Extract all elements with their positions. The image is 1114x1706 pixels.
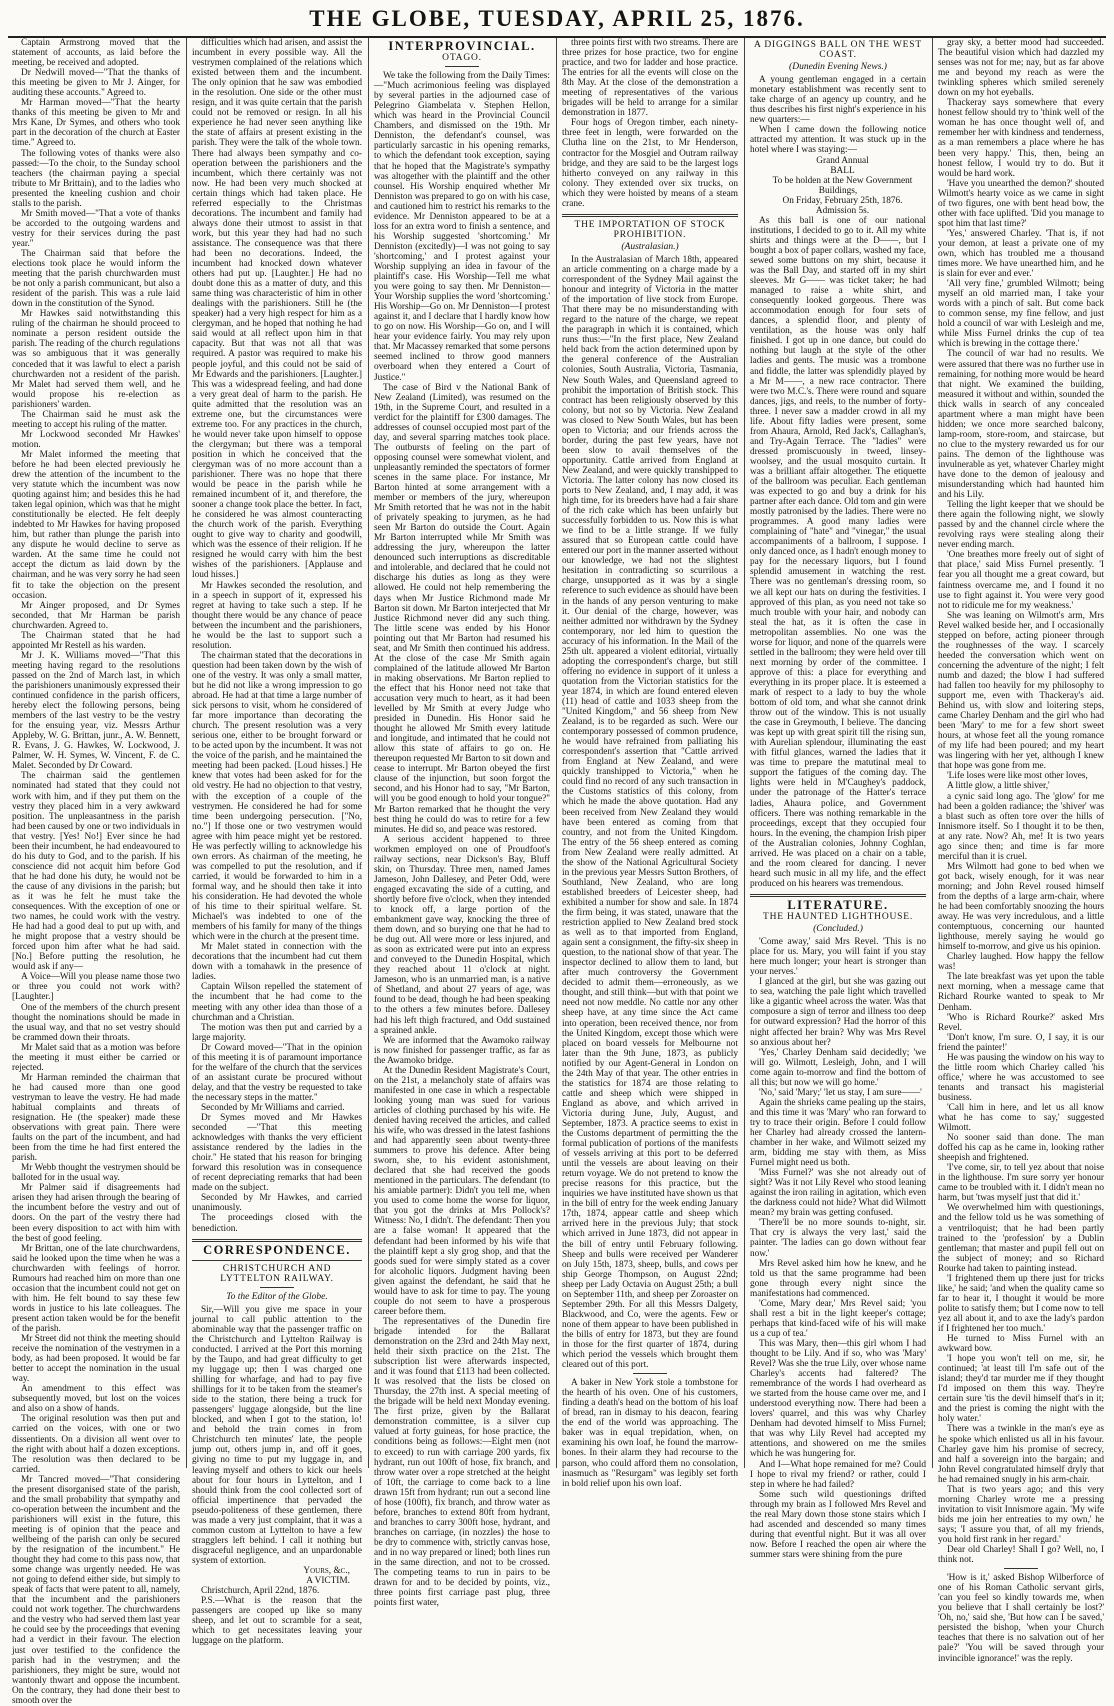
paragraph: Mr Street did not think the meeting should receive the nomination of the vestrymen in a body, as had been proposed. It would be far better to accept the nomination in the usual way.	[12, 1334, 180, 1385]
to-editor: To the Editor of the Globe.	[226, 1291, 328, 1302]
section-rule	[192, 1239, 362, 1242]
paragraph: When I came down the following notice attracted my attention. It was stuck up in the hotel where I was staying:—	[750, 125, 926, 156]
paragraph: The chairman said the gentlemen nominated had stated that they could not work with him, and if they put them on the vestry they placed him in a very awkward position. The unpleasantness in the parish had been caused by one or two individuals in that vestry. [Yes! No!] Ever since he had been their incumbent, he had endeavoured to do his duty to God, and to the parish. If his conscience did not acquit him before God that he had done his duty, he would not be the cause of any divisions in the parish; but as it was he felt he must take the consequences. With the exception of one or two names, he could work with the vestry. He had had a good deal to put up with, and he might propose that a vestry should be forced upon him after what he had said. [No.] Before putting the resolution, he would ask if any—	[12, 771, 180, 973]
paragraph: That is two years ago; and this very morning Charley wrote me a pressing invitation to visit Innismore again. 'My wife bids me join her entreaties to my own,' he says; 'I assure you that, of all my friends, you hold first rank in her regard.'	[938, 1484, 1104, 1545]
paragraph: The proceedings closed with the benediction.	[192, 1213, 362, 1234]
paragraph: Mr Lockwood seconded Mr Hawkes' motion.	[12, 429, 180, 450]
paragraph: 'I've come, sir, to tell yez about that noise in the lighthouse. I'm sure sorry yer honour came to be troubled with it. I didn't mean no harm, but 'twas myself just that did it.'	[938, 1163, 1104, 1204]
paragraph: The following votes of thanks were also passed:—To the choir, to the Sunday school teachers (the chairman paying a special tribute to Mr Brittain), and to the ladies who presented the kneeling cushion and choir stalls to the parish.	[12, 148, 180, 209]
diggings-source: (Dunedin Evening News.)	[789, 62, 887, 73]
story-body	[750, 937, 926, 1560]
paragraph: 'No,' said 'Mary;' 'let us stay, I am sure——'	[759, 1087, 922, 1098]
importation-body	[562, 255, 738, 1370]
paragraph: Telling the light keeper that we should be there again the following night, we slowly passed by and the channel circle where the revolving rays were stealing along their never ending march.	[938, 500, 1104, 551]
paragraph: Mr Smith moved—"That a vote of thanks be accorded to the outgoing wardens and vestry for their services during the past year."	[12, 208, 180, 249]
paragraph: The Chairman said he must ask the meeting to accept his ruling of the matter.	[12, 409, 180, 430]
paragraph: And I—What hope remained for me? Could I hope to rival my friend? or rather, could I step in where he had failed?	[750, 1459, 926, 1490]
paragraph: The Chairman stated that he had appointed Mr Restell as his warden.	[12, 630, 180, 651]
masthead: THE GLOBE, TUESDAY, APRIL 25, 1876.	[309, 6, 805, 31]
paragraph: 'Miss Furnel?' was she not already out of sight? Was it not Lily Revel who stood leaning against the iron railing in agitation, which even the darkness could not hide? What did Wilmott mean? my brain was getting confused.	[750, 1168, 926, 1219]
paragraph: The Chairman said that before the elections took place he would inform the meeting that the parish churchwarden must be not only a parish communicant, but also a resident of the parish. This was a rule laid down in the constitution of the Synod.	[12, 248, 180, 310]
paragraph: A young gentleman engaged in a certain monetary establishment was recently sent to take charge of an agency up country, and he thus describes his first night's experience in his new quarters:—	[750, 75, 926, 126]
paragraph: 'One breathes more freely out of sight of that place,' said Miss Furnel presently. 'I fear you all thought me a great coward, but faintness overcame me, and I found it no use to fight against it. You were very good not to ridicule me for my weakness.'	[938, 550, 1104, 611]
paragraphs	[750, 216, 926, 889]
paragraph: Some such wild questionings drifted through my brain as I followed Mrs Revel and the real Mary down those stone stairs which I had ascended and descended so many times during that eventful night. But it was all over now. Before I reached the open air where the summer stars were shining from the pure	[750, 1489, 926, 1560]
paragraph: This was Mary, then—this girl whom I had thought to be Lily. And if so, who was 'Mary' Revel? Was she the true Lily, over whose name Charley's accents had faltered? The remembrance of the words I had overheard as we started from the house came over me, and I understood everything now. There had been a lovers' quarrel, and this was why Charley Denham had devoted himself to Miss Furnel; that was why Lily Revel had accepted my attentions, and showered on me the smiles which he was hungering for.	[750, 1338, 926, 1460]
interprovincial-heading: INTERPROVINCIAL.	[388, 39, 536, 53]
interprovincial-body	[374, 71, 550, 1608]
paragraph: 'There'll be no more sounds to-night, sir. That cry is always the very last,' said the painter. 'The ladies can go down without fear now.'	[750, 1218, 926, 1259]
paragraph: He turned to Miss Furnel with an awkward bow.	[938, 1334, 1104, 1355]
letter-body	[192, 1305, 362, 1566]
paragraph: 'Call him in here, and let us all know what he has come to say,' suggested Wilmott.	[938, 1102, 1104, 1134]
paragraph: On Friday, February 25th, 1876.	[782, 195, 903, 206]
paragraph: Mr Malet said that as a motion was before the meeting it must either be carried or rejected.	[12, 1042, 180, 1073]
paragraph: 'I hope you won't tell on me, sir, he continued; 'at least till I'm safe out of the island; they'd tar murder me if they thought I'd imposed on them this way. They're certain sure 'tis the devil himself that's in it; and the priest is coming the night with the holy water.'	[938, 1354, 1104, 1425]
column-separator	[186, 38, 187, 1468]
paragraph: Mr Hawkes seconded the resolution, and in a speech in support of it, expressed his regret at having to take such a step. If he thought there would be any chance of peace between the incumbent and the parishioners, he would be the last to support such a resolution.	[192, 580, 362, 651]
column-4	[562, 38, 738, 1489]
correspondence-heading: CORRESPONDENCE.	[203, 1242, 351, 1257]
paragraph: Mr Harman reminded the chairman that he had caused more than one good vestryman to leave the vestry. He had made habitual complaints and threats of resignation. He (the speaker) made these observations with great pain. There were faults on the part of the incumbent, and had been from the time he had first entered the parish.	[12, 1072, 180, 1164]
interprovincial-continuation: three points first with two streams. There are three prizes for hose practice, two for engine practice, and two for ladder and hose practice. The entries for all the events will close on the 8th May. At the close of the demonstration a meeting of representatives of the various brigades will be held to arrange for a similar demonstration in 1877.	[562, 38, 738, 119]
paragraph: We are informed that the Awamoko railway is now finished for passenger traffic, as far as the Awamoko bridge.	[374, 1035, 550, 1066]
paragraph: A baker in New York stole a tombstone for the hearth of his oven. One of his customers, finding a death's head on the bottom of his loaf of bread, ran in dismay to his deacon, fearing the end of the world was approaching. The baker was in equal trepidation, when, on examining his own loaf, he found the marrow-bones. In their alarm they had recourse to the parson, who could afford them no consolation, inasmuch as "Resurgam" was legibly set forth in bold relief upon his own loaf.	[562, 1378, 738, 1489]
letter-postscript: P.S.—What is the reason that the passengers are cooped up like so many sheep, and let out to scramble for a seat, which to get necessitates leaving your luggage on the platform.	[192, 1596, 362, 1647]
paragraph: 'Life loses were like most other loves,	[947, 771, 1088, 782]
paragraph: Dear old Charley! Shall I go? Well, no, I think not.	[938, 1545, 1104, 1566]
column-6	[938, 38, 1104, 1664]
paragraph: 'Who is Richard Rourke?' asked Mrs Revel.	[938, 1012, 1104, 1033]
ball-notice	[750, 156, 926, 216]
paragraph: difficulties which had arisen, and assist the incumbent in every possible way. All the vestrymen complained of the relations which existed between them and the incumbent. The only opinion that he saw was embodied in the resolution. One side or the other must resign, and it was quite certain that the parish could not be removed or resign. In all his experience he had never seen anything like the state of affairs at present existing in the parish. They were the talk of the whole town. There had always been sympathy and co-operation between the parishioners and the incumbent, which there certainly was not now. He had been very much shocked at certain things which had taken place. He referred especially to the Christmas decorations. The incumbent and family had always done their utmost to assist in that work, but this year they had had no such assistance. The consequence was that there had been no decorations. Indeed, the incumbent had knocked down whatever others had put up. [Laughter.] He had no doubt done this as a matter of duty, and this same thing was characteristic of him in other dealings with the parishioners. Still he (the speaker) had a very high respect for him as a clergyman, and he hoped that nothing he had said would at all reflect upon him in that capacity. But that was not all that was required. A pastor was required to make his people joyful, and this could not be said of Mr Edwards and the parishioners. [Laughter.] This was a widespread feeling, and had done a very great deal of harm to the parish. He quite admitted that the resolution was an extreme one, but the circumstances were extreme too. For any practices in the church, he would never take upon himself to oppose the clergyman; but there was a temporal position in which he conceived that the clergyman was of no more account than a parishioner. There was no hope that there would be peace in the parish while he remained incumbent of it, and therefore, the sooner a change took place the better. In fact, he considered he was almost counteracting the church work of the parish. Everything ought to give way to charity and goodwill, which was the essence of their religion. If he resigned he would carry with him the best wishes of the parishioners. [Applause and loud hisses.]	[192, 38, 362, 581]
section-rule	[750, 894, 926, 897]
column-5	[750, 38, 926, 1560]
letter-signoff: Yours, &c.,	[303, 1565, 350, 1576]
column-2	[192, 38, 362, 1647]
paragraph: 'Yes,' Charley Denham said decidedly; 'we will go. Wilmott, Lesleigh, John, and I will come again to-morrow and find the bottom of all this; but now we will go home.'	[750, 1047, 926, 1088]
paragraph: A serious accident happened to three workmen employed on one of Proudfoot's railway sections, near Dickson's Bay, Bluff skin, on Thursday. Three men, named James Jameson, John Dallesey, and Peter Odd, were engaged excavating the side of a cutting, and shortly before five o'clock, when they intended to knock off, a large portion of the embankment gave way, knocking the three of them down, and so burying one that he had to be dug out. All were more or less injured, and as soon as extricated were put into an express and conveyed to the Dunedin Hospital, which they reached about 11 o'clock at night. Jameson, who is an unmarried man, is a native of Shetland, and about 27 years of age, was found to be dead, though he had been speaking to the others a few minutes before. Dallesey had his left thigh fractured, and Odd sustained a sprained ankle.	[374, 834, 550, 1036]
importation-heading: THE IMPORTATION OF STOCK PROHIBITION.	[574, 219, 726, 240]
diggings-heading: A DIGGINGS BALL ON THE WEST COAST.	[754, 40, 922, 61]
divider-dash	[633, 1373, 667, 1374]
paragraph: Mr Webb thought the vestrymen should be balloted for in the usual way.	[12, 1163, 180, 1184]
paragraph: The chairman stated that the decorations in question had been taken down by the wish of one of the vestry. It was only a small matter, but he did not like a wrong impression to go abroad. He had at that time a large number of sick persons to visit, whom he considered of far more importance than decorating the church. The present resolution was a very serious one, either to be brought forward or to be acted upon by the incumbent. It was not the voice of the parish, and he maintained the meeting had been packed. [Loud hisses.] He knew that votes had been asked for for the old vestry. He had no objection to that vestry, with the exception of a couple of the vestrymen. He considered he had for some time been undergoing persecution. ["No, no."] If those one or two vestrymen would agree with him peace might yet be restored. He was perfectly willing to acknowledge his own errors. As chairman of the meeting, he was compelled to put the resolution, and if carried, it would be forwarded to him in a formal way, and he should then take it into his consideration. He had devoted the whole of his time to their spiritual welfare. St. Michael's was indebted to one of the members of his family for many of the things which were in the church at the present time.	[192, 650, 362, 943]
paragraph: Mr Hawkes said notwithstanding this ruling of the chairman he should proceed to nominate a person resident outside the parish. The reading of the church regulations was so ambiguous that it was generally conceded that it was lawful to elect a parish churchwarden not a resident of the parish. Mr Malet had served them well, and he would propose his re-election as parishioners' warden.	[12, 309, 180, 410]
column-separator	[368, 38, 369, 1468]
paragraph: Mr Ainger proposed, and Dr Symes seconded, that Mr Harman be parish churchwarden. Agreed to.	[12, 600, 180, 631]
paragraph: She was leaning on Wilmott's arm, Mrs Revel walked beside her, and I occasionally stepped on before, acting pioneer through the roughnesses of the way. I scarcely heeded the conversation which went on concerning the adventure of the night; I felt numb and dazed; the blow I had suffered had fallen too heavily for my philosophy to support me, even with Thackeray's aid. Behind us, with slow and loitering steps, came Charley Denham and the girl who had been 'Mary' to me for a few short sweet hours, at whose feet all the young romance of my life had been poured; and my heart was lingering with her yet, although I knew that hope was gone from me.	[938, 610, 1104, 772]
correspondence-subheading: CHRISTCHURCH AND LYTTELTON RAILWAY.	[220, 1263, 334, 1284]
paragraph: 'I frightened them up there just for tricks like,' he said; 'and when the quality came so far to hear it, I thought it would be more polite to satisfy them; but I come now to tell yez all about it, and to axe the lady's pardon if I frightened her too much.'	[938, 1273, 1104, 1334]
paragraphs	[562, 1378, 738, 1489]
paragraph: 'All very fine,' grumbled Wilmott; being myself an old married man, I take your words with a pinch of salt. But come back to common sense, my fine fellow, and just hold a council of war with Lesleigh and me, while Miss Furnel drinks the cup of tea which is brewing in the cottage there.'	[938, 279, 1104, 350]
column-1	[12, 38, 180, 1706]
paragraph: 'Come away,' said Mrs Revel. 'This is no place for us. Mary, you will faint if you stay here much longer; your heart is stronger than your nerves.'	[750, 937, 926, 978]
section-rule	[562, 214, 738, 217]
paragraph: BALL	[830, 165, 855, 176]
paragraph: Captain Wilson repelled the statement of the incumbent that he had come to the meeting with any other idea than those of a churchman and a Christian.	[192, 982, 362, 1023]
paragraph: 'Don't know, I'm sure. O, I say, it is our friend the painter!'	[938, 1032, 1104, 1053]
literature-heading: LITERATURE.	[787, 897, 889, 912]
paragraph: Sir,—Will you give me space in your journal to call public attention to the abominable way that the passenger traffic on the Christchurch and Lyttelton Railway is conducted. I arrived at the Port this morning by the Taupo, and had great difficulty to get my luggage up; then I was charged one shilling for wharfage, and had to pay five shillings for it to be taken from the steamer's side to the station, there being a truck for passengers' luggage alongside, but the line blocked, and when I got to the station, lo! and behold the train comes in from Christchurch ten minutes' late, the people jump out, others jump in, and off it goes, giving no time to put my luggage in, and leaving myself and others to kick our heels about for four hours in Lyttelton, and I should think from the cool collected sort of official impertinence that pervaded the pseudo-politeness of these gentlemen, there was made a very just complaint, that it was a common custom at Lyttelton to have a few stragglers left behind. I call it nothing but disgraceful negligence, and an unpardonable system of extortion.	[192, 1304, 362, 1566]
paragraph: 'Yes,' answered Charley. 'That is, if not your demon, at least a private one of my own, which has troubled me a thousand times more. We have unearthed him, and he is slain for ever and ever.'	[938, 228, 1104, 280]
letter-date: Christchurch, April 22nd, 1876.	[201, 1586, 320, 1597]
paragraph: Thackeray says somewhere that every honest fellow should try to 'think well of the woman he has once thought well of, and remember her with kindness and tenderness, as a man remembers a place where he has been very happy.' This, then, being an honest fellow, I would try to do. But it would be hard work.	[938, 98, 1104, 179]
paragraph: The case of Bird v the National Bank of New Zealand (Limited), was resumed on the 19th, in the Supreme Court, and resulted in a verdict for the plaintiff for £300 damages. The addresses of counsel occupied most part of the day, and several sparring matches took place. The outbursts of feeling on the part of opposing counsel were somewhat violent, and unpleasantly reminded the spectators of former scenes in the same place. For instance, Mr Barton hinted at some arrangement with a member or members of the jury, whereupon Mr Smith retorted that he was not in the habit of privately speaking to jurymen, as he had seen Mr Barton do outside the Court. Again Mr Barton interrupted while Mr Smith was addressing the jury, whereupon the latter denounced such interruptions as discreditable and intolerable, and declared that he could not discharge his duties as long as they were allowed. He could not help remembering the days when Mr Justice Richmond made Mr Barton sit down. Mr Barton interjected that Mr Justice Richmond never did any such thing. The little scene was ended by his Honor pointing out that Mr Barton had resumed his seat, and Mr Smith then continued his address. At the close of the case Mr Smith again complained of the latitude allowed Mr Barton in making observations. Mr Barton replied to the effect that his Honor need not take that accusation very much to heart, as it had been levelled by Mr Smith at every Judge who presided in Dunedin. His Honor said he thought he allowed Mr Smith every latitude and longitude, and intimated that he could not allow this state of affairs to go on. He thereupon requested Mr Barton to sit down and cease to interrupt. Mr Barton obeyed the first clause of the injunction, but soon forgot the second, and his Honor had to say, "Mr Barton, will you be good enough to hold your tongue?" Mr Barton remarked that he thought the very best thing he could do was to retire for a few minutes. He did so, and peace was restored.	[374, 382, 550, 835]
paragraph: One of the members of the church present thought the nominations should be made in the usual way, and that no set vestry should be crammed down their throats.	[12, 1002, 180, 1043]
paragraph: Mr J. K. Williams moved—"That this meeting having regard to the resolutions passed on the 2nd of March last, in which the parishioners unanimously expressed their continued confidence in the parish officers, hereby elect the following persons, being members of the last vestry to be the vestry for the ensuing year, viz. Messrs Arthur Appleby, W. G. Brittan, junr., A. W. Bennett, R. Evans, J. G. Hawkes, W. Lockwood, J. Palmer, W. H. Symes, W. Vincent, F. de C. Malet. Seconded by Dr Coward.	[12, 650, 180, 772]
paragraph: Dr Symes moved and Mr Hawkes seconded —"That this meeting acknowledges with thanks the very efficient assistance rendered by the ladies in the choir." He stated that his reason for bringing forward this resolution was in consequence of recent depreciating remarks that had been made on the subject.	[192, 1113, 362, 1194]
paragraph: Mrs Revel asked him how he knew, and he told us that the same programme had been gone through every night since the manifestations had commenced.	[750, 1258, 926, 1299]
anecdote: 'How is it,' asked Bishop Wilberforce of one of his Roman Catholic servant girls, 'can you feel so kindly towards me, when you believe that I shall certainly be lost?' 'Oh, no,' said she, 'But how can I be saved,' persisted the bishop, 'when your Church teaches that there is no salvation out of her pale?' 'You will be saved through your invincible ignorance!' was the reply.	[938, 1573, 1104, 1664]
paragraphs	[562, 118, 738, 208]
column-separator	[556, 38, 557, 1468]
story-continuation	[938, 38, 1104, 1565]
paragraph: A Voice—Will you please name those two or three you could not work with? [Laughter.]	[12, 972, 180, 1003]
paragraph: 'Have you unearthed the demon?' shouted Wilmott's hearty voice as we came in sight of two figures, one with bent head bow, the other with face uplifted. 'Did you manage to spot him that last time?'	[938, 178, 1104, 229]
paragraph: At the Dunedin Resident Magistrate's Court, on the 21st, a melancholy state of affairs was manifested in one case in which a respectable looking young man was sued for various articles of clothing purchased by his wife. He denied having received the articles, and called his wife, who was dressed in the latest fashions and had apparently seen about twenty-three summers to prove his defence. After being sworn, she, to his evident astonishment, declared that she had received the goods mentioned in the particulars. The defendant (to his amiable partner): Didn't you tell me, when you used to come home the worse for liquor, that you got the drinks at Mrs Pollock's? Witness: No, I didn't. The defendant: Then you are a false woman! It appeared that the defendant had been informed by his wife that the plaintiff kept a sly grog shop, and that the goods sued for were simply stated as a cover for alcoholic liquors. Judgment having been given against the defendant, he said that he would have to ask for time to pay. The young couple do not seem to have a prosperous career before them.	[374, 1065, 550, 1317]
divider-dash	[260, 1287, 294, 1288]
paragraph: There was a twinkle in the man's eye as he spoke which enlisted us all in his favour. Charley gave him his promise of secrecy, and half a sovereign into the bargain; and John Revel congratulated himself dryly that he had remained snugly in his arm-chair.	[938, 1424, 1104, 1485]
paragraph: I glanced at the girl, but she was gazing out to sea, watching the pale light which travelled like a gigantic wheel across the water. Was that composure a sign of terror and illness too deep for outward expression? Had the horror of this night affected her brain? Why was Mrs Revel so anxious about her?	[750, 977, 926, 1048]
paragraph: To be holden at the New Government Buildings,	[772, 175, 913, 196]
paragraph: He was pausing the window on his way to the little room which Charley called 'his office,' where he was accustomed to see tenants and transact his magisterial business.	[938, 1052, 1104, 1103]
paragraph: Captain Armstrong moved that the statement of accounts, as laid before the meeting, be received and adopted.	[12, 38, 180, 69]
paragraph: Dr Coward moved—"That in the opinion of this meeting it is of paramount importance for the welfare of the church that the services of an assistant curate be procured without delay, and that the vestry be requested to take the necessary steps in the matter."	[192, 1042, 362, 1103]
paragraph: We overwhelmed him with questionings, and the fellow told us he was something of a ventriloquist; that he had been partly trained to the 'profession' by a Dublin gentleman; that master and pupil fell out on the subject of money; and so Richard Rourke had taken to painting instead.	[938, 1203, 1104, 1274]
column-separator	[744, 38, 745, 1468]
paragraph: The motion was then put and carried by a large majority.	[192, 1022, 362, 1043]
paragraph: Mr Palmer said if disagreements had arisen they had arisen through the bearing of the incumbent before the vestry and out of doors. On the part of the vestry there had been every disposition to act with him with the best of good feeling.	[12, 1183, 180, 1244]
paragraph: Again the shrieks came pealing up the stairs, and this time it was 'Mary' who ran forward to try to trace their origin. Before I could follow her Charley had already crossed the lantern-chamber in her wake, and Wilmott seized my arm, bidding me stay with them, as Miss Furnel might need us both.	[750, 1097, 926, 1169]
paragraph: Dr Nedwill moved—"That the thanks of this meeting be given to Mr J. Ainger, for auditing these accounts." Agreed to.	[12, 68, 180, 99]
paragraph: a cynic said long ago. The 'glow' for me had been a golden radiance; the 'shiver' was a blast such as often tore over the hills of Innismore itself. So I thought it to be then, at any rate. Now? Ah, me! It is two years ago since then; and time is far more merciful than it is cruel.	[938, 791, 1104, 862]
paragraph: An amendment to this effect was subsequently moved, but lost on the voices and also on a show of hands.	[12, 1384, 180, 1415]
paragraph: Admission 5s.	[815, 205, 870, 216]
letter-signature: A VICTIM.	[306, 1576, 350, 1587]
paragraphs	[750, 75, 926, 155]
divider-dash	[445, 66, 479, 67]
paragraph: As this ball is one of our national institutions, I decided to go to it. All my white shirts and things were at the D——, but I bought a box of paper collars, washed my face, sewed some buttons on my shirt, because it was the Ball Day, and started off in my shirt sleeves. Mr G—— was ticket taker; he had managed to raise a white shirt, and consequently looked gorgeous. There was accommodation enough for four sets of dances, a splendid floor, and plenty of ventilation, as the house was only half finished. I got up in one dance, but could do nothing but laugh at the style of the other ladies and gents. The music was a trombone and fiddle, the latter was splendidly played by a Mr M——, a new race contractor. There were two M.C.'s. There were round and square dances, jigs, and reels, to the number of forty-three. I never saw a madder crowd in all my life. About fifty ladies were present, some from Ahaura, Arnold, Red Jack's, Callaghan's, and Try-Again Terrace. The "ladies" were dressed promiscuously in tweed, linsey-woolsey, and the usual mosquito curtain. It was a brilliant affair altogether. The etiquette of the ballroom was peculiar. Each gentleman was expected to go and buy a drink for his partner after each dance. Old tom and gin were mostly patronised by the ladies. There were no programmes. A good many ladies were complaining of "hate" and "vinegar," the usual accompaniments of a ballroom, I suppose. I only danced once, as I hadn't enough money to pay for the necessary liquors, but I found splendid amusement in watching the rest. There was no gentleman's dressing room, so we all kept our hats on during the festivities. I approved of this plan, as you need not take so much trouble with your hair, and nobody can steal the hat, as it is often the case in metropolitan assemblies. No one was the worse for liquor, and none of the quarrels were settled in the ballroom; they were held over till next morning by order of the committee. I approve of this: a place for everything and everything in its proper place. It is esteemed a mark of respect to a lady to buy the whole bottom of old tom, and what she cannot drink throw out of the window. This is not usually the case in Greymouth, I believe. The dancing was kept up with great spirit till the rising sun, with Aurelian splendour, illuminating the east with fitful glances, warned the ladies that it was time to prepare the matutinal meal to support the fatigues of the coming day. The lights were held in M'Caughey's paddock, under the patronage of the Hatter's terrace ladies, Ahaura police, and Government officers. There was nothing remarkable in the proceedings, except that they occupied four hours. In the evening, the champion Irish piper of the Australian colonies, Johnny Coghlan, arrived. He was placed on a chair on a table, and the room cleared for dancing. I never heard such music in all my life, and the effect produced on his hearers was tremendous.	[750, 215, 926, 889]
article-continuation	[192, 38, 362, 1234]
paragraph: Mr Malet informed the meeting that before he had been elected previously he drew the attention of the incumbent to the very statute which the incumbent was now quoting against him; and besides this he had taken legal opinion, which was that he might constitutionally be elected. He felt deeply indebted to Mr Hawkes for having proposed him, but rather than plunge the parish into any dispute he would decline to serve as warden. At the same time he could not accept the dictum as laid down by the chairman, and he was very sorry he had seen fit to take the objection on the present occasion.	[12, 449, 180, 601]
paragraph: A little glow, a little shiver,'	[947, 781, 1050, 792]
paragraph: In the Australasian of March 18th, appeared an article commenting on a charge made by a correspondent of the Sydney Mail against the honour and integrity of Victoria in the matter of the importation of live stock from Europe. That there may be no misunderstanding with regard to the nature of the charge, we repeat the paragraph in which it is contained, which runs thus:—"In the first place, New Zealand held back from the action determined upon by the general conference of the Australian colonies, South Australia, Victoria, Tasmania, New South Wales, and Queensland agreed to prohibit the importation of British stock. This contract has been religiously observed by this colony, but not so by Victoria. New Zealand was closed to New South Wales, but has been open to Victoria; and our friends across the border, during the past few years, have not been slow to avail themselves of the opportunity. Cattle arrived from England at New Zealand, and were quickly transhipped to Victoria. The latter colony has now closed its ports to New Zealand, and, I may add, it was high time, for its breeders have had a fair share of the rich cake which has been unfairly but successfully forbidden to us. Now this is what we find to be a little strange. If we fully assured that so European cattle could have entered our port in the manner asserted without our knowledge, we had not the slightest hesitation in contradicting so scurrilous a charge, unsupported as it was by a single reference to such evidence as should have been in the hands of any person venturing to make it. Our denial of the charge, however, was neither admitted nor withdrawn by the Sydney contemporary, nor led him to question the accuracy of his information. In the Mail of the 25th ult. appeared a violent editorial, virtually adopting the correspondent's charge, but still offering no evidence in support of it unless a quotation from the Victorian statistics for the year 1874, in which are found entered eleven (11) head of cattle and 1033 sheep from the "United Kingdom," and 56 sheep from New Zealand, is to be regarded as such. Were our contemporary possessed of common prudence, he would have refrained from palliating his correspondent's assertion that "Cattle arrived from England at New Zealand, and were quickly transhipped to Victoria," when he could find no record of any such transaction in the Customs statistics of this colony, from which he made the above quotation. Had any been received from New Zealand they would have been entered as coming from that country, and not from the United Kingdom. The entry of the 56 sheep entered as coming from New Zealand were really admitted. At the show of the National Agricultural Society in the previous year Messrs Sutton Brothers, of Southland, New Zealand, who are long established breeders of Leicester sheep, had exhibited a number for show and sale. In 1874 the firm being, it was stated, unaware that the restriction applied to New Zealand bred stock as well as to that imported from England, again sent a consignment, the fifty-six sheep in question, to the national show of that year. The inspector declined to allow them to land, but after much controversy the Government decided to admit them—erroneously, as we thought, and still think—but with that point we need not now meddle. No cattle nor any other sheep have, at any time since the Act came into operation, been received thence, nor from the United Kingdom, except those which were placed on board vessels for Melbourne not later than the 9th June, 1873, as publicly notified by our Agent-General in London on the 24th May of that year. The other entries in the statistics for 1874 are those relating to cattle and sheep which were shipped in England as above, and which arrived in Victoria during June, July, August, and September, 1873. A practice seems to exist in the Customs department of permitting the the formal publication of portions of the manifests of vessels arriving at this port to be deferred until the vessels are about leaving on their return voyage. We do not pretend to know the precise reasons for this practice, but the inquiries we have instituted have shown us that in the bill of entry for the week ending January 17th, 1874, appear cattle and sheep which arrived here in the previous July; that stock which arrived in June 1873, did not appear in the bill of entry until February following. Sheep and bulls were received per Wanderer on July 15th, 1873, sheep, bulls, and cows per ship George Thompson, on August 22nd; sheep per Lady Octavia on August 25th; a bull on September 11th, and sheep per Zoroaster on September 29th. For all this Messrs Dalgety, Blackwood, and Co, were the agents. Few or none of them appear to have been published in the bills of entry for 1873, but they are found in those for the first quarter of 1874, during which period the vessels which brought them cleared out of this port.	[562, 254, 738, 1371]
paragraph: Mr Tancred moved—"That considering the present disorganised state of the parish, and the small probability that sympathy and co-operation between the incumbent and the parishioners will exist in the future, this meeting is of opinion that the peace and wellbeing of the parish can only be secured by the resignation of the incumbent." He thought they had come to this pass now, that some change was urgently needed. He was not going to defend either side, but simply to speak of facts that were patent to all, namely, that the incumbent and the parishioners could not work together. The churchwardens and the vestry who had served them last year he could see by the proceedings that evening had a verdict in their favour. The election just over testified to the confidence the parish had in the vestrymen; and the parishioners, they might be sure, would not wantonly thwart and oppose the incumbent. On the contrary, they had done their best to smooth over the	[12, 1474, 180, 1706]
story-concluded: (Concluded.)	[813, 924, 863, 935]
paragraph: The representatives of the Dunedin fire brigade intended for the Ballarat demonstration on the 23rd and 24th May next, held their sixth practice on the 21st. The subscription list were afterwards inspected, and it was found that £113 had been collected. It was resolved that the lists be closed on Thursday, the 27th inst. A special meeting of the brigade will be held next Monday evening. The first prize, given by the Ballarat demonstration committee, is a silver cup valued at forty guineas, for hose practice, the conditions being as follows:—Eight men (not to exceed) to run with carriage 200 yards, fix hydrant, run out 100ft of hose, fix branch, and throw water over a rope stretched at the height of 10ft, the carriage to come back to a line drawn 15ft from hydrant; run out a second line of hose (100ft), fix branch, and throw water as before, branches to extend 80ft from hydrant, and branches to carry 300ft hose, hydrant, and branches on carriage, (in nozzles) the hose to be dry to commence with, strictly canvas hose, and in no way prepared or lined; both lines run in the same direction, and not to be crossed. The competing teams to run in pairs to be drawn for and to be decided by points, viz., three points first carriage past plug, three points first water,	[374, 1316, 550, 1609]
interprovincial-subheading: OTAGO.	[442, 53, 482, 64]
paragraph: gray sky, a better mood had succeeded. The beautiful vision which had dazzled my senses was not for me; nay, but as far above me and beyond my reach as were the twinkling spheres which smiled serenely down on my hot eyeballs.	[938, 38, 1104, 99]
paragraph: The original resolution was then put and carried on the voices, with one or two dissentients. On a division all went over to the right with about half a dozen exceptions. The resolution was then declared to be carried.	[12, 1414, 180, 1475]
paragraph: Charley laughed. How happy the fellow was!	[938, 952, 1104, 973]
section-rule	[192, 1260, 362, 1261]
paragraph: Mr Harman moved—"That the hearty thanks of this meeting be given to Mr and Mrs Kane, Dr Symes, and others who took part in the decoration of the church at Easter time." Agreed to.	[12, 98, 180, 149]
paragraph: The late breakfast was yet upon the table next morning, when a message came that Richard Rourke wanted to speak to Mr Denham.	[938, 972, 1104, 1013]
divider-dash	[1004, 1568, 1038, 1569]
paragraph: Mrs Wilmott had gone to bed when we got back, wisely enough, for it was near morning; and John Revel roused himself from the depths of a large arm-chair, where he had been comfortably snoozing the hours away. He was very incredulous, and a little contemptuous, concerning our haunted lighthouse, merely saying he would go himself to-morrow, and give us his opinion.	[938, 861, 1104, 953]
paragraph: We take the following from the Daily Times:—"Much acrimonious feeling was displayed by several parties in the adjourned case of Pelegrino Giambelata v. Stephen Hellon, which was heard in the Provincial Council Chambers, and dismissed on the 19th. Mr Denniston, the defendant's counsel, was particularly sarcastic in his opening remarks, to which the defendant took exception, saying that he hoped that the Magistrate's sympathy was altogether with the plaintiff and the other counsel. His Worship enquired whether Mr Denniston was prepared to go on with his case, and cautioned him to restrict his remarks to the evidence. Mr Denniston appeared to be at a loss for an extra word to finish a sentence, and his Worship suggested 'shortcoming.' Mr Denniston (excitedly)—I was not going to say 'shortcoming,' and I protest against your Worship supplying an idea in favour of the plaintiff's case. His Worship—Tell me what you were going to say then. Mr Denniston—Your Worship supplies the word 'shortcoming.' His Worship—Go on. Mr Denniston—I protest against it, and I declare that I hardly know how to go on now. His Worship—Go on, and I will hear your evidence fairly. You may rely upon that. Mr Macassey remarked that some persons seemed inclined to throw good manners overboard when they entered a Court of Justice."	[374, 71, 550, 383]
paragraph: 'Come, Mary dear,' Mrs Revel said; 'you shall rest a bit in the light keeper's cottage; perhaps that kind-faced wife of his will make us a cup of tea.'	[750, 1298, 926, 1339]
column-separator	[932, 38, 933, 1468]
paragraph: The council of war had no results. We were assured that there was no further use in remaining, for nothing more would be heard that night. We examined the building, measured it without and within, sounded the thick walls in search of any concealed apartment where a man might have been hidden; we once more searched balcony, lamp-room, store-room, and staircase, but no clue to the mystery rewarded us for our pains. The demon of the lighthouse was invulnerable as yet, whatever Charley might have done to the demon of jealousy and misunderstanding which had haunted him and his Lily.	[938, 349, 1104, 501]
paragraph: Seconded by Mr Williams and carried.	[201, 1102, 345, 1113]
paragraph: Mr Brittan, one of the late churchwardens, said he looked upon the time when he was a churchwarden with feelings of horror. Rumours had reached him on more than one occasion that the incumbent could not get on with him. He felt bound to say these few words in justice to his late colleagues. The present action taken would be for the benefit of the parish.	[12, 1243, 180, 1334]
paragraph: Grand Annual	[816, 155, 869, 166]
story-title: THE HAUNTED LIGHTHOUSE.	[762, 911, 914, 922]
column-3	[374, 38, 550, 1609]
importation-source: (Australasian.)	[621, 241, 679, 252]
paragraph: Seconded by Mr Hawkes, and carried unanimously.	[192, 1193, 362, 1214]
paragraph: No sooner said than done. The man doffed his cap as he came in, looking rather sheepish and frightened.	[938, 1133, 1104, 1164]
paragraph: Mr Malet stated in connection with the decorations that the incumbent had cut them down with a tomahawk in the presence of ladies.	[192, 942, 362, 983]
paragraph: Four hogs of Oregon timber, each ninety-three feet in length, were forwarded on the Clutha line on the 21st, to Mr Henderson, contractor for the Mosgiel and Outram railway bridge, and they are said to be the largest logs hitherto conveyed on any railway in this colony. They extended over six trucks, on which they were hoisted by means of a steam crane.	[562, 118, 738, 209]
